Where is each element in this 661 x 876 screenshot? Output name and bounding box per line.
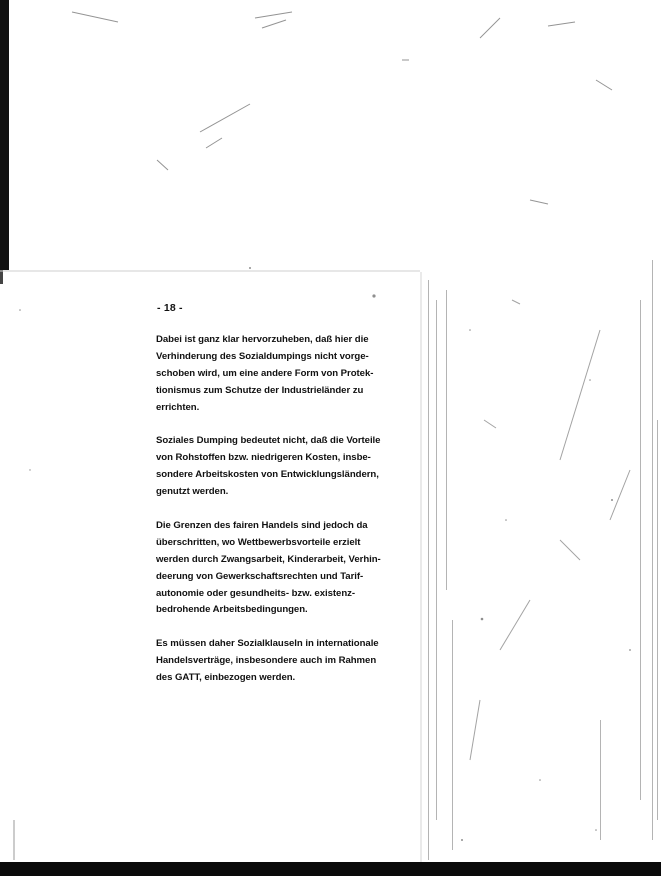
text-line: sondere Arbeitskosten von Entwicklungsländern, xyxy=(156,469,379,481)
text-line: schoben wird, um eine andere Form von Protek- xyxy=(156,367,374,379)
left-scan-edge xyxy=(0,0,9,270)
text-line: überschritten, wo Wettbewerbsvorteile erzielt xyxy=(156,536,361,548)
text-line: tionismus zum Schutze der Industrieländer zu xyxy=(156,384,364,396)
right-scan-noise xyxy=(428,260,658,860)
text-line: deerung von Gewerkschaftsrechten und Tarif- xyxy=(156,570,364,582)
text-line: werden durch Zwangsarbeit, Kinderarbeit, Verhin- xyxy=(156,553,381,565)
text-line: Es müssen daher Sozialklauseln in internationale xyxy=(156,638,379,650)
text-line: Die Grenzen des fairen Handels sind jedoch da xyxy=(156,520,368,532)
text-line: von Rohstoffen bzw. niedrigeren Kosten, insbe- xyxy=(156,452,371,464)
right-scratches xyxy=(470,300,630,760)
paragraph-2 xyxy=(156,433,401,501)
paragraph-3 xyxy=(156,518,401,619)
text-line: Soziales Dumping bedeutet nicht, daß die Vorteile xyxy=(156,435,381,447)
document-body xyxy=(156,300,401,704)
text-line: Verhinderung des Sozialdumpings nicht vorge- xyxy=(156,350,369,362)
text-line: des GATT, einbezogen werden. xyxy=(156,672,296,684)
page-number: - 18 - xyxy=(157,302,183,314)
text-line: genutzt werden. xyxy=(156,486,229,498)
text-line: bedrohende Arbeitsbedingungen. xyxy=(156,604,308,616)
scan-bottom-edge xyxy=(0,862,661,876)
upper-scratches xyxy=(72,12,612,204)
paragraph-1 xyxy=(156,332,401,416)
paragraph-4 xyxy=(156,636,401,687)
left-scan-edge-gap xyxy=(0,270,3,284)
text-line: autonomie oder gesundheits- bzw. existenz- xyxy=(156,587,356,599)
text-line: errichten. xyxy=(156,401,200,413)
text-line: Handelsverträge, insbesondere auch im Rahmen xyxy=(156,655,377,667)
text-line: Dabei ist ganz klar hervorzuheben, daß hier die xyxy=(156,334,369,345)
